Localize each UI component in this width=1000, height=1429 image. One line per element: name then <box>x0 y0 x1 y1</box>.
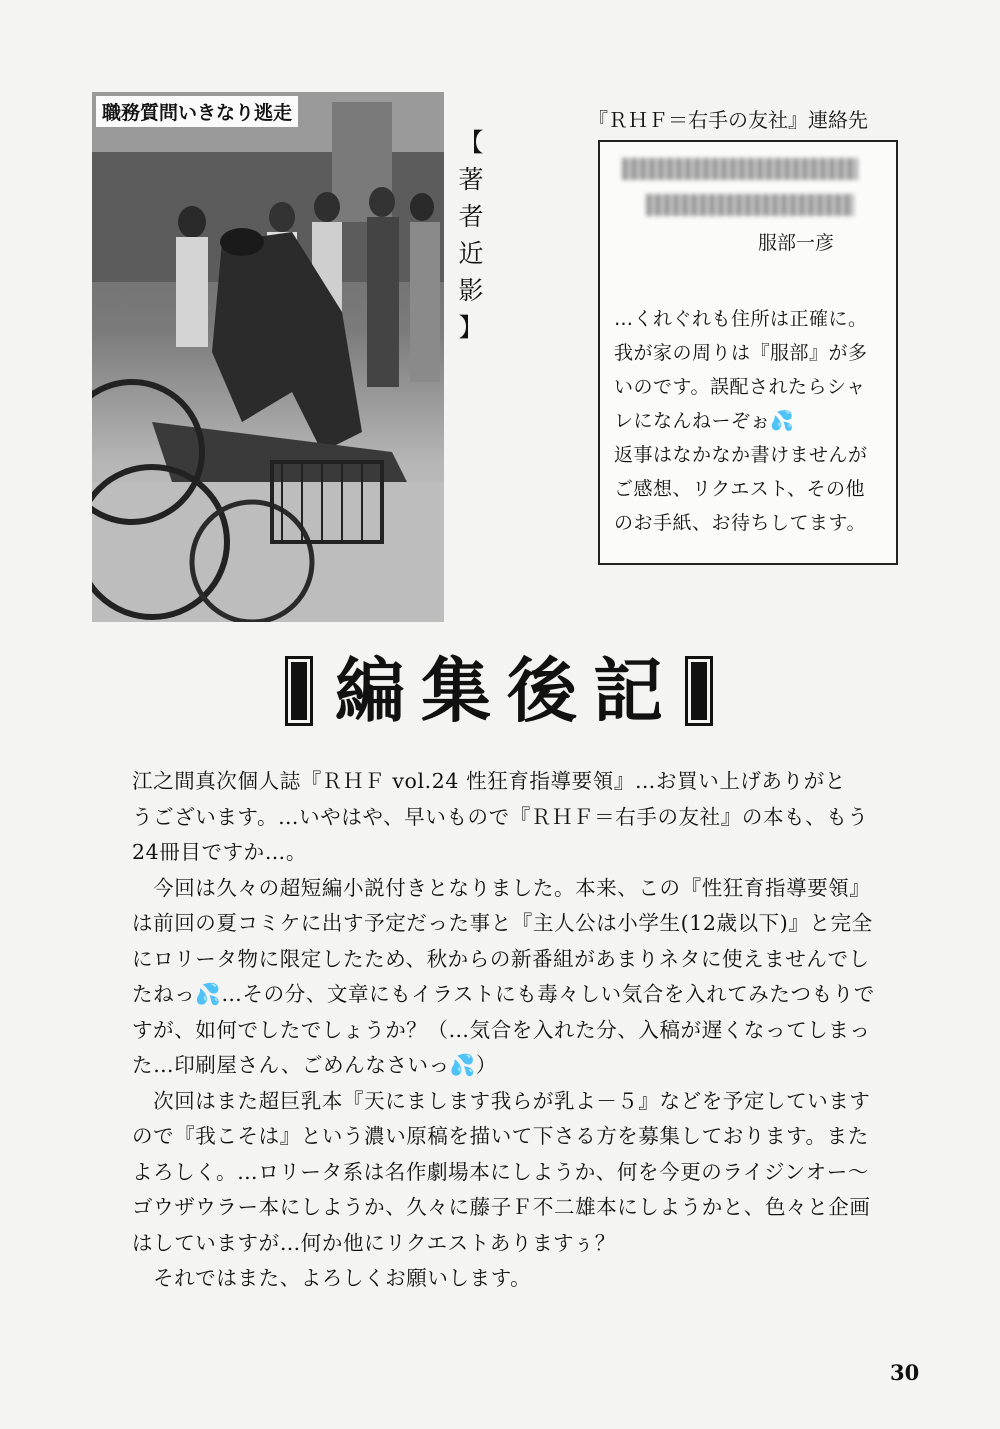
heading-bar-left <box>285 656 313 726</box>
blurred-phone <box>646 194 854 216</box>
photo-scene <box>92 92 444 622</box>
author-photo <box>92 92 444 622</box>
contact-message <box>614 302 886 540</box>
body-line: たねっ💦…その分、文章にもイラストにも毒々しい気合を入れてみたつもりで <box>132 982 875 1006</box>
photo-vertical-label <box>456 124 486 346</box>
vertical-label-char: 著 <box>458 165 484 194</box>
body-line: は前回の夏コミケに出す予定だった事と『主人公は小学生(12歳以下)』と完全 <box>132 911 873 935</box>
vertical-label-char: 近 <box>458 239 484 268</box>
body-line: 江之間真次個人誌『ＲＨＦ vol.24 性狂育指導要領』…お買い上げありがと <box>132 769 846 793</box>
vertical-label-char: 者 <box>458 202 484 231</box>
body-line: 今回は久々の超短編小説付きとなりました。本来、この『性狂育指導要領』 <box>132 875 871 900</box>
contact-message-line: 返事はなかなか書けませんが <box>614 444 868 466</box>
heading-bar-right <box>685 656 713 726</box>
heading-title: 編集後記 <box>335 649 679 732</box>
body-line: それではまた、よろしくお願いします。 <box>132 1266 532 1290</box>
vertical-label-char: 】 <box>458 313 484 342</box>
body-line: 次回はまた超巨乳本『天にまします我らが乳よ－５』などを予定しています <box>132 1088 871 1113</box>
body-line: よろしく。…ロリータ系は名作劇場本にしようか、何を今更のライジンオー～ <box>132 1159 869 1184</box>
contact-message-line: のお手紙、お待ちしてます。 <box>614 512 866 534</box>
vertical-label-char: 【 <box>458 128 484 157</box>
contact-message-line: レになんねーぞぉ💦 <box>614 410 795 432</box>
body-line: ので『我こそは』という濃い原稿を描いて下さる方を募集しております。また <box>132 1124 869 1148</box>
body-line: はしていますが…何か他にリクエストありますぅ？ <box>132 1230 616 1255</box>
body-line: うございます。…いやはや、早いもので『ＲＨＦ＝右手の友社』の本も、もう <box>132 804 869 829</box>
body-line: にロリータ物に限定したため、秋からの新番組があまりネタに使えませんでし <box>132 946 870 971</box>
vertical-label-char: 影 <box>458 276 484 305</box>
afterword-body <box>132 764 922 1297</box>
page-number: 30 <box>890 1360 920 1385</box>
contact-name: 服部一彦 <box>758 232 835 254</box>
contact-message-line: 我が家の周りは『服部』が多 <box>614 342 868 364</box>
contact-title: 『ＲＨＦ＝右手の友社』連絡先 <box>588 108 868 132</box>
contact-box <box>598 140 898 565</box>
body-line: すが、如何でしたでしょうか？（…気合を入れた分、入稿が遅くなってしまっ <box>132 1017 871 1042</box>
section-heading <box>284 646 714 736</box>
body-line: ゴウザウラー本にしようか、久々に藤子Ｆ不二雄本にしようかと、色々と企画 <box>132 1195 871 1219</box>
body-line: た…印刷屋さん、ごめんなさいっ💦） <box>132 1053 497 1077</box>
contact-message-line: …くれぐれも住所は正確に。 <box>614 308 868 330</box>
blurred-address <box>622 158 858 180</box>
contact-message-line: ご感想、リクエスト、その他 <box>614 478 866 500</box>
body-line: 24冊目ですか…。 <box>132 840 307 864</box>
contact-message-line: いのです。誤配されたらシャ <box>614 376 866 398</box>
photo-caption: 職務質問いきなり逃走 <box>96 96 298 127</box>
